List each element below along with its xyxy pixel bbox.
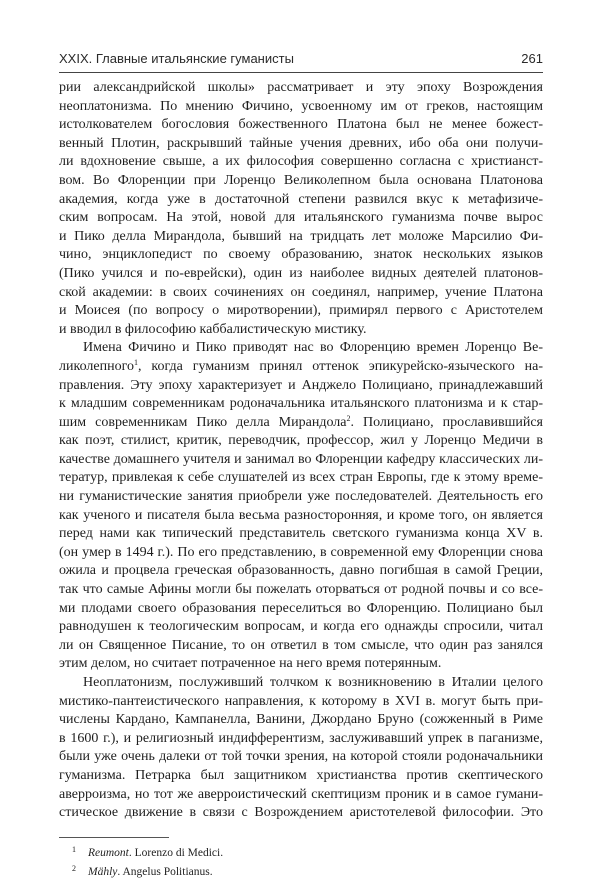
text-line: венный Плотин, раскрывший тайные учения древних, ибо оба они получи- [59, 135, 543, 151]
text-line: аверроизма, но тот же аверроистический скептицизм проник и в самое гумани- [59, 786, 543, 802]
footnotes [72, 842, 223, 880]
text-line: академия, когда уже в достаточной степени развился вкус к метафизиче- [59, 191, 543, 207]
text-line: как ученого и писателя была весьма разносторонняя, и кроме того, он является [59, 507, 543, 523]
text-fragment: , когда гуманизм принял оттенок эпикурейско-языческого на- [137, 358, 543, 374]
text-line: вом. Во Флоренции при Лоренцо Великолепном была основана Платонова [59, 172, 543, 188]
text-line: ской академии: в своих сочинениях он соединял, например, учение Платона [59, 284, 543, 300]
text-line: ожила и процвела греческая образованность, давно погибшая в самой Греции, [59, 563, 543, 579]
text-line: (Пико учился и по-еврейски), один из наиболее видных деятелей платонов- [59, 265, 543, 281]
text-line: в 1600 г.), и религиозный индифферентизм, заслуживавший упрек в паганизме, [59, 730, 543, 746]
text-line: чино, энциклопедист по своему образованию, знаток нескольких языков [59, 247, 543, 263]
footnote-author: Mähly [88, 866, 118, 878]
footnote-mark: 2 [72, 864, 76, 873]
text-line: как поэт, стилист, критик, переводчик, профессор, жил у Лоренцо Медичи в [59, 433, 543, 449]
paragraph-1 [59, 79, 543, 339]
text-line: ли вдохновение свыше, а их философия совершенно согласна с христианст- [59, 154, 543, 170]
text-line: равнодушен к теологическим вопросам, и когда его однажды спросили, читал [59, 619, 543, 635]
text-line: и вводил в философию каббалистическую мистику. [59, 321, 367, 337]
footnote-title: . Lorenzo di Medici. [128, 847, 224, 859]
text-line: качестве домашнего учителя и занимал во Флоренции кафедру классических ли- [59, 451, 543, 467]
text-line: и Моисея (по вопросу о миротворении), примирял первого с Аристотелем [59, 303, 543, 319]
text-fragment: шим современникам Пико делла Мирандола [59, 414, 347, 430]
footnote-rule [59, 837, 169, 838]
header-rule [59, 72, 543, 73]
text-line: ни гуманистические занятия приобрели уже последователей. Деятельность его [59, 489, 543, 505]
text-line: ским вопросам. На этой, новой для итальянского гуманизма почве вырос [59, 210, 543, 226]
text-line: мистико-пантеистического направления, к которому в XVI в. могут быть при- [59, 693, 543, 709]
footnote-mark: 1 [72, 845, 76, 854]
text-line: Имена Фичино и Пико приводят нас во Флоренцию времен Лоренцо Ве- [83, 340, 543, 356]
body-text [59, 79, 543, 823]
text-line: ли он Священное Писание, то он ответил в том смысле, что один раз занялся [59, 637, 543, 653]
footnote-2 [72, 861, 223, 880]
paragraph-3 [59, 674, 543, 823]
text-line: рии александрийской школы» рассматривает и эту эпоху Возрождения [59, 80, 543, 95]
text-line: правления. Эту эпоху характеризует и Анджело Полициано, принадлежавший [59, 377, 543, 393]
paragraph-2 [59, 339, 543, 674]
footnote-author: Reumont [88, 847, 129, 859]
text-line: перед нами как типический представитель светского гуманизма конца XV в. [59, 526, 543, 542]
text-fragment: ликолепного [59, 358, 134, 374]
text-line: были уже очень далеки от той точки зрения, на которой стояли родоначальники [59, 749, 543, 765]
text-line: числены Кардано, Кампанелла, Ванини, Джордано Бруно (сожженный в Риме [59, 712, 543, 728]
footnote-ref-1[interactable]: 1 [133, 357, 138, 367]
footnote-title: . Angelus Politianus. [117, 866, 213, 878]
text-line: гуманизма. Петрарка был защитником христианства против скептического [59, 767, 543, 783]
footnote-ref-2[interactable]: 2 [346, 413, 351, 423]
text-line: истолкователем богословия божественного Платона был не менее божест- [59, 117, 543, 133]
text-line-with-footnote [59, 358, 543, 377]
running-header [59, 51, 543, 71]
chapter-title: XXIX. Главные итальянские гуманисты [59, 51, 294, 66]
text-line: так что самые Афины могли бы пожелать оторваться от родной почвы и со все- [59, 582, 543, 598]
page-number: 261 [521, 51, 543, 66]
footnote-1 [72, 842, 223, 861]
text-line: этим делом, но считает потраченное на него время потерянным. [59, 656, 442, 672]
text-line: стическое движение в связи с Возрождением аристотелевой философии. Это [59, 805, 543, 821]
text-line: неоплатонизма. По мнению Фичино, усвоенному им от греков, настоящим [59, 98, 543, 114]
text-line-with-footnote [59, 414, 543, 433]
text-line: к младшим современникам родоначальника итальянского платонизма и к стар- [59, 396, 543, 412]
text-line: (он умер в 1494 г.). По его представлению, в современной ему Флоренции снова [59, 544, 543, 560]
text-line: ми плодами своего образования переселиться во Флоренцию. Полициано был [59, 600, 543, 616]
text-line: и Пико делла Мирандола, бывший на тридцать лет моложе Марсилио Фи- [59, 228, 543, 244]
text-line: тератур, привлекая к себе слушателей из всех стран Европы, где к этому време- [59, 470, 543, 486]
text-fragment: . Полициано, прославившийся [350, 414, 543, 430]
text-line: Неоплатонизм, послуживший толчком к возникновению в Италии целого [83, 675, 543, 690]
